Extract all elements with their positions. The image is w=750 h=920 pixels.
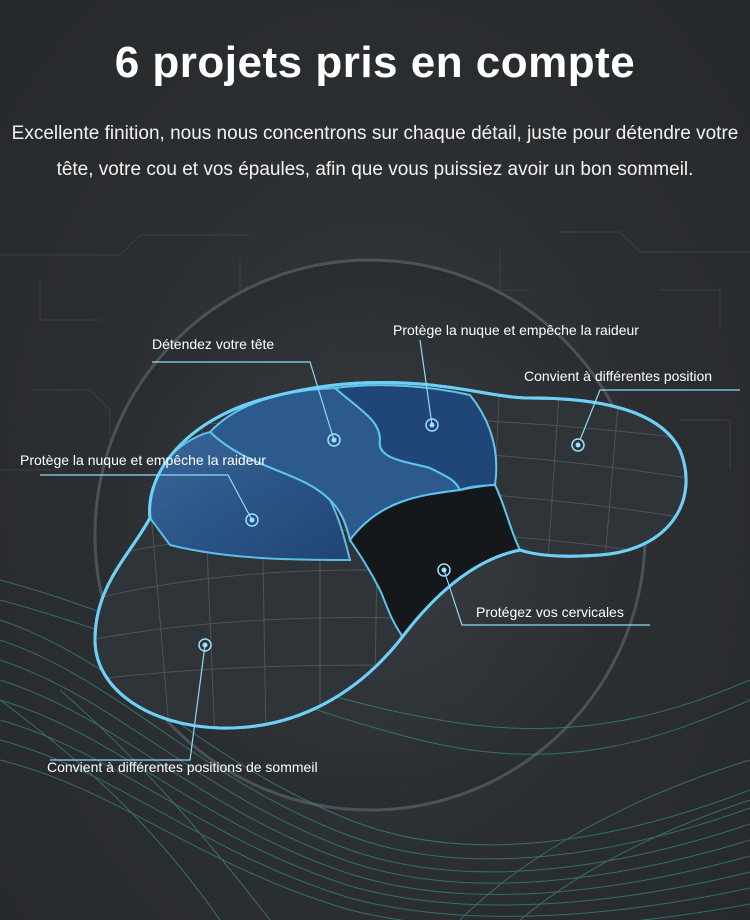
label-positions-right: Convient à différentes position	[524, 368, 713, 384]
label-protect-neck-left: Protège la nuque et empêche la raideur	[20, 452, 266, 468]
label-relax-head: Détendez votre tête	[152, 336, 275, 352]
label-protect-neck-top: Protège la nuque et empêche la raideur	[393, 322, 639, 338]
page-description: Excellente finition, nous nous concentrons sur chaque détail, juste pour détendre votre tête, votre cou et vos épaules, afin que vous puissiez avoir un bon sommeil.	[11, 123, 739, 180]
label-cervical: Protégez vos cervicales	[476, 604, 624, 620]
page-title: 6 projets pris en compte	[114, 38, 636, 87]
label-positions-bottom: Convient à différentes positions de sommeil	[47, 759, 318, 775]
